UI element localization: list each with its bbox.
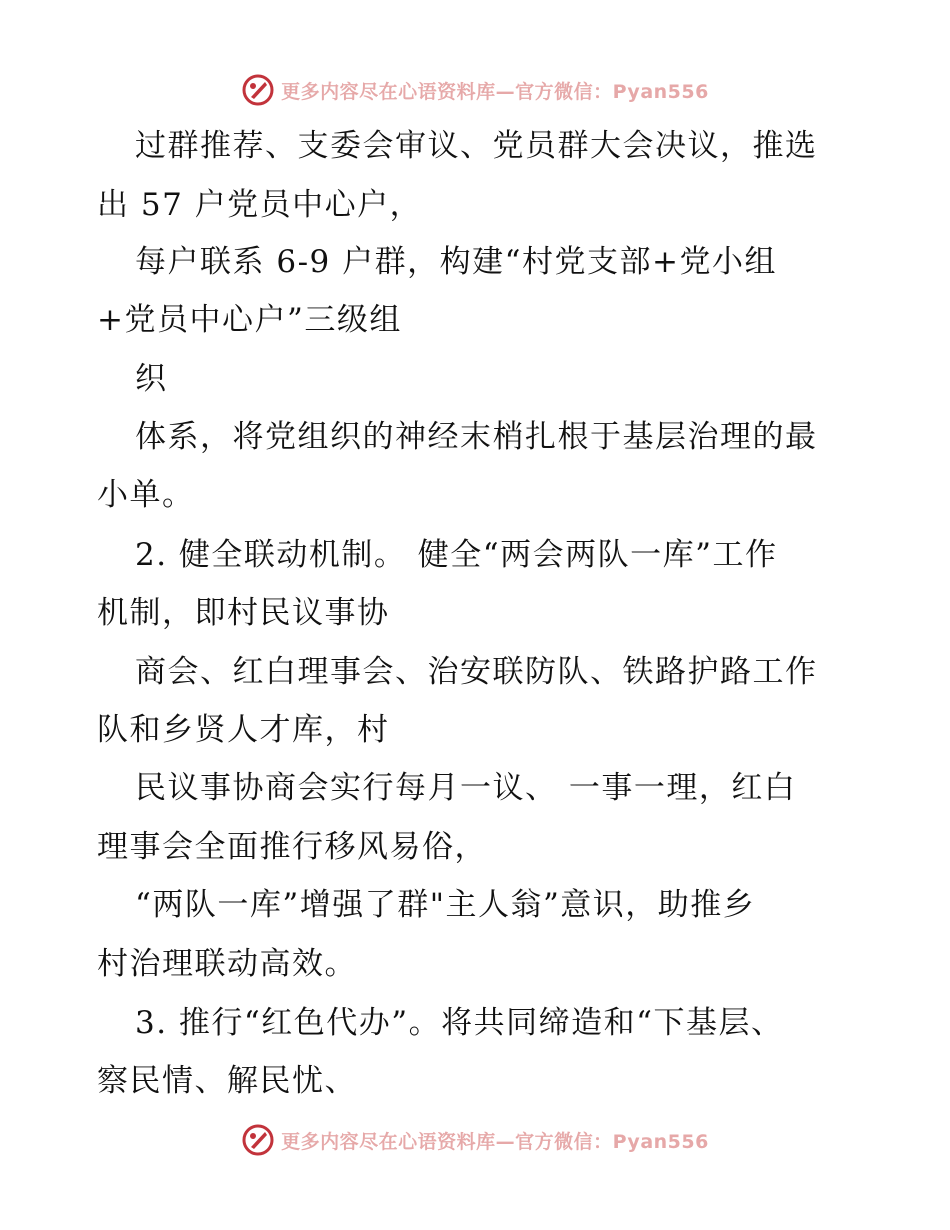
body-line: 队和乡贤人才库，村 <box>97 712 390 748</box>
body-line: 商会、红白理事会、治安联防队、铁路护路工作 <box>135 654 818 690</box>
body-line: 民议事协商会实行每月一议、 一事一理，红白 <box>135 770 797 806</box>
body-line: 理事会全面推行移风易俗， <box>97 829 487 865</box>
logo-icon <box>241 1123 275 1157</box>
body-line: “两队一库”增强了群"主人翁”意识，助推乡 <box>135 887 756 923</box>
body-line: +党员中心户”三级组 <box>97 302 402 338</box>
footer-banner-text: 更多内容尽在心语资料库—官方微信：Pyan556 <box>281 1130 709 1153</box>
body-line: 2. 健全联动机制。 健全“两会两队一库”工作 <box>135 537 778 573</box>
body-line: 3. 推行“红色代办”。将共同缔造和“下基层、 <box>135 1005 784 1041</box>
body-line: 村治理联动高效。 <box>97 946 357 982</box>
body-line: 织 <box>135 361 168 397</box>
body-line: 过群推荐、支委会审议、党员群大会决议，推选 <box>135 128 818 164</box>
body-line: 机制，即村民议事协 <box>97 595 390 631</box>
body-line: 体系，将党组织的神经末梢扎根于基层治理的最 <box>135 419 818 455</box>
body-line: 小单。 <box>97 477 195 513</box>
logo-icon <box>241 73 275 107</box>
footer-banner <box>0 1120 950 1160</box>
header-banner <box>0 70 950 110</box>
body-line: 察民情、解民忧、 <box>97 1063 357 1099</box>
body-line: 每户联系 6-9 户群，构建“村党支部+党小组 <box>135 244 777 280</box>
header-banner-text: 更多内容尽在心语资料库—官方微信：Pyan556 <box>281 80 709 103</box>
body-line: 出 57 户党员中心户， <box>97 187 423 223</box>
